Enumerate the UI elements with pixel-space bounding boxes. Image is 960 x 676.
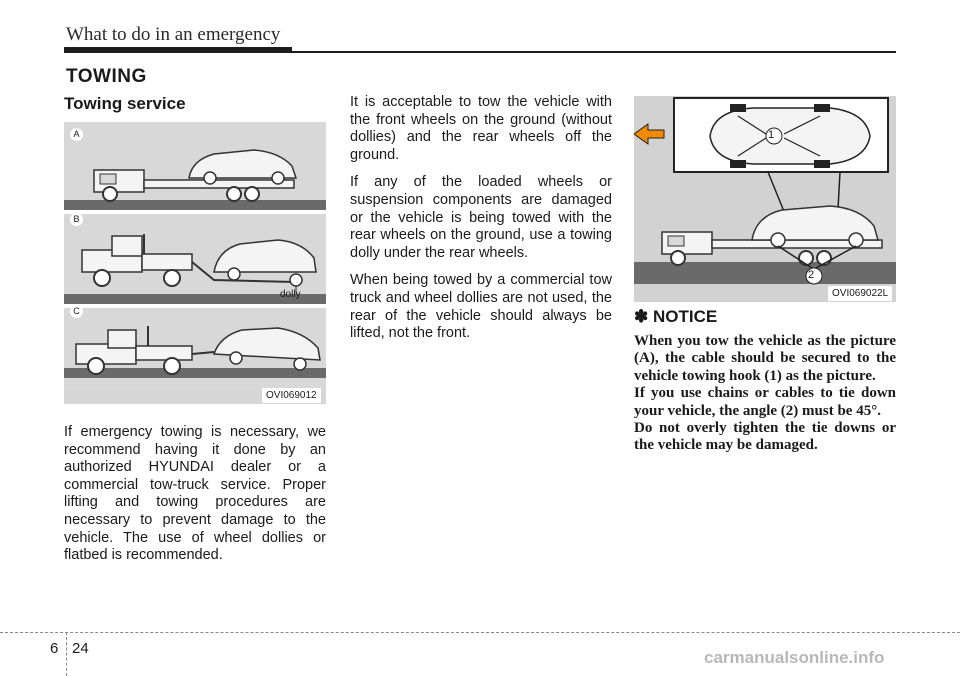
panel-label-c: C	[70, 305, 83, 318]
header-title: What to do in an emergency	[66, 24, 281, 45]
page-number: 24	[72, 640, 89, 657]
notice-title: ✽ NOTICE	[634, 307, 718, 326]
header-rule-thin	[292, 51, 896, 53]
notice-line-cable: When you tow the vehicle as the picture (A), the cable should be secured to the vehicle towing hook (1) as the picture.	[634, 333, 896, 384]
panel-label-a: A	[70, 128, 83, 141]
footer-rule	[0, 632, 960, 633]
footer-divider	[66, 632, 67, 676]
chapter-number: 6	[50, 640, 59, 657]
figure-code: OVI069012	[262, 388, 321, 403]
paragraph-damaged-wheels: If any of the loaded wheels or suspension components are damaged or the vehicle is being towed with the rear wheels on the ground, use a towing dolly under the rear wheels.	[350, 174, 612, 261]
notice-line-tighten: Do not overly tighten the tie downs or the vehicle may be damaged.	[634, 420, 896, 454]
callout-2: 2	[808, 269, 815, 281]
tie-down-figure	[634, 96, 896, 302]
section-title: TOWING	[66, 66, 147, 87]
dolly-label: dolly	[280, 289, 301, 300]
paragraph-front-wheels: It is acceptable to tow the vehicle with the front wheels on the ground (without dollies) and the rear wheels off the ground.	[350, 94, 612, 163]
callout-1: 1	[768, 129, 775, 141]
paragraph: If emergency towing is necessary, we recommend having it done by an authorized HYUNDAI dealer or a commercial tow-truck service. Proper lifting and towing procedures are necessary to prevent damage to the vehicle. The use of wheel dollies or flatbed is recommended.	[64, 424, 326, 564]
notice-line-angle: If you use chains or cables to tie down your vehicle, the angle (2) must be 45°.	[634, 385, 896, 419]
watermark: carmanualsonline.info	[704, 648, 885, 667]
towing-guidance-text	[350, 94, 612, 353]
figure-code-2: OVI069022L	[828, 286, 892, 301]
notice-body	[634, 333, 896, 455]
towing-service-text	[64, 424, 326, 575]
header-rule	[64, 47, 292, 53]
sub-title: Towing service	[64, 94, 186, 113]
towing-illustration	[64, 122, 326, 404]
panel-label-b: B	[70, 213, 83, 226]
tie-down-illustration	[634, 96, 896, 302]
towing-methods-figure	[64, 122, 326, 404]
paragraph-commercial-tow: When being towed by a commercial tow truck and wheel dollies are not used, the rear of the vehicle should always be lifted, not the front.	[350, 272, 612, 342]
